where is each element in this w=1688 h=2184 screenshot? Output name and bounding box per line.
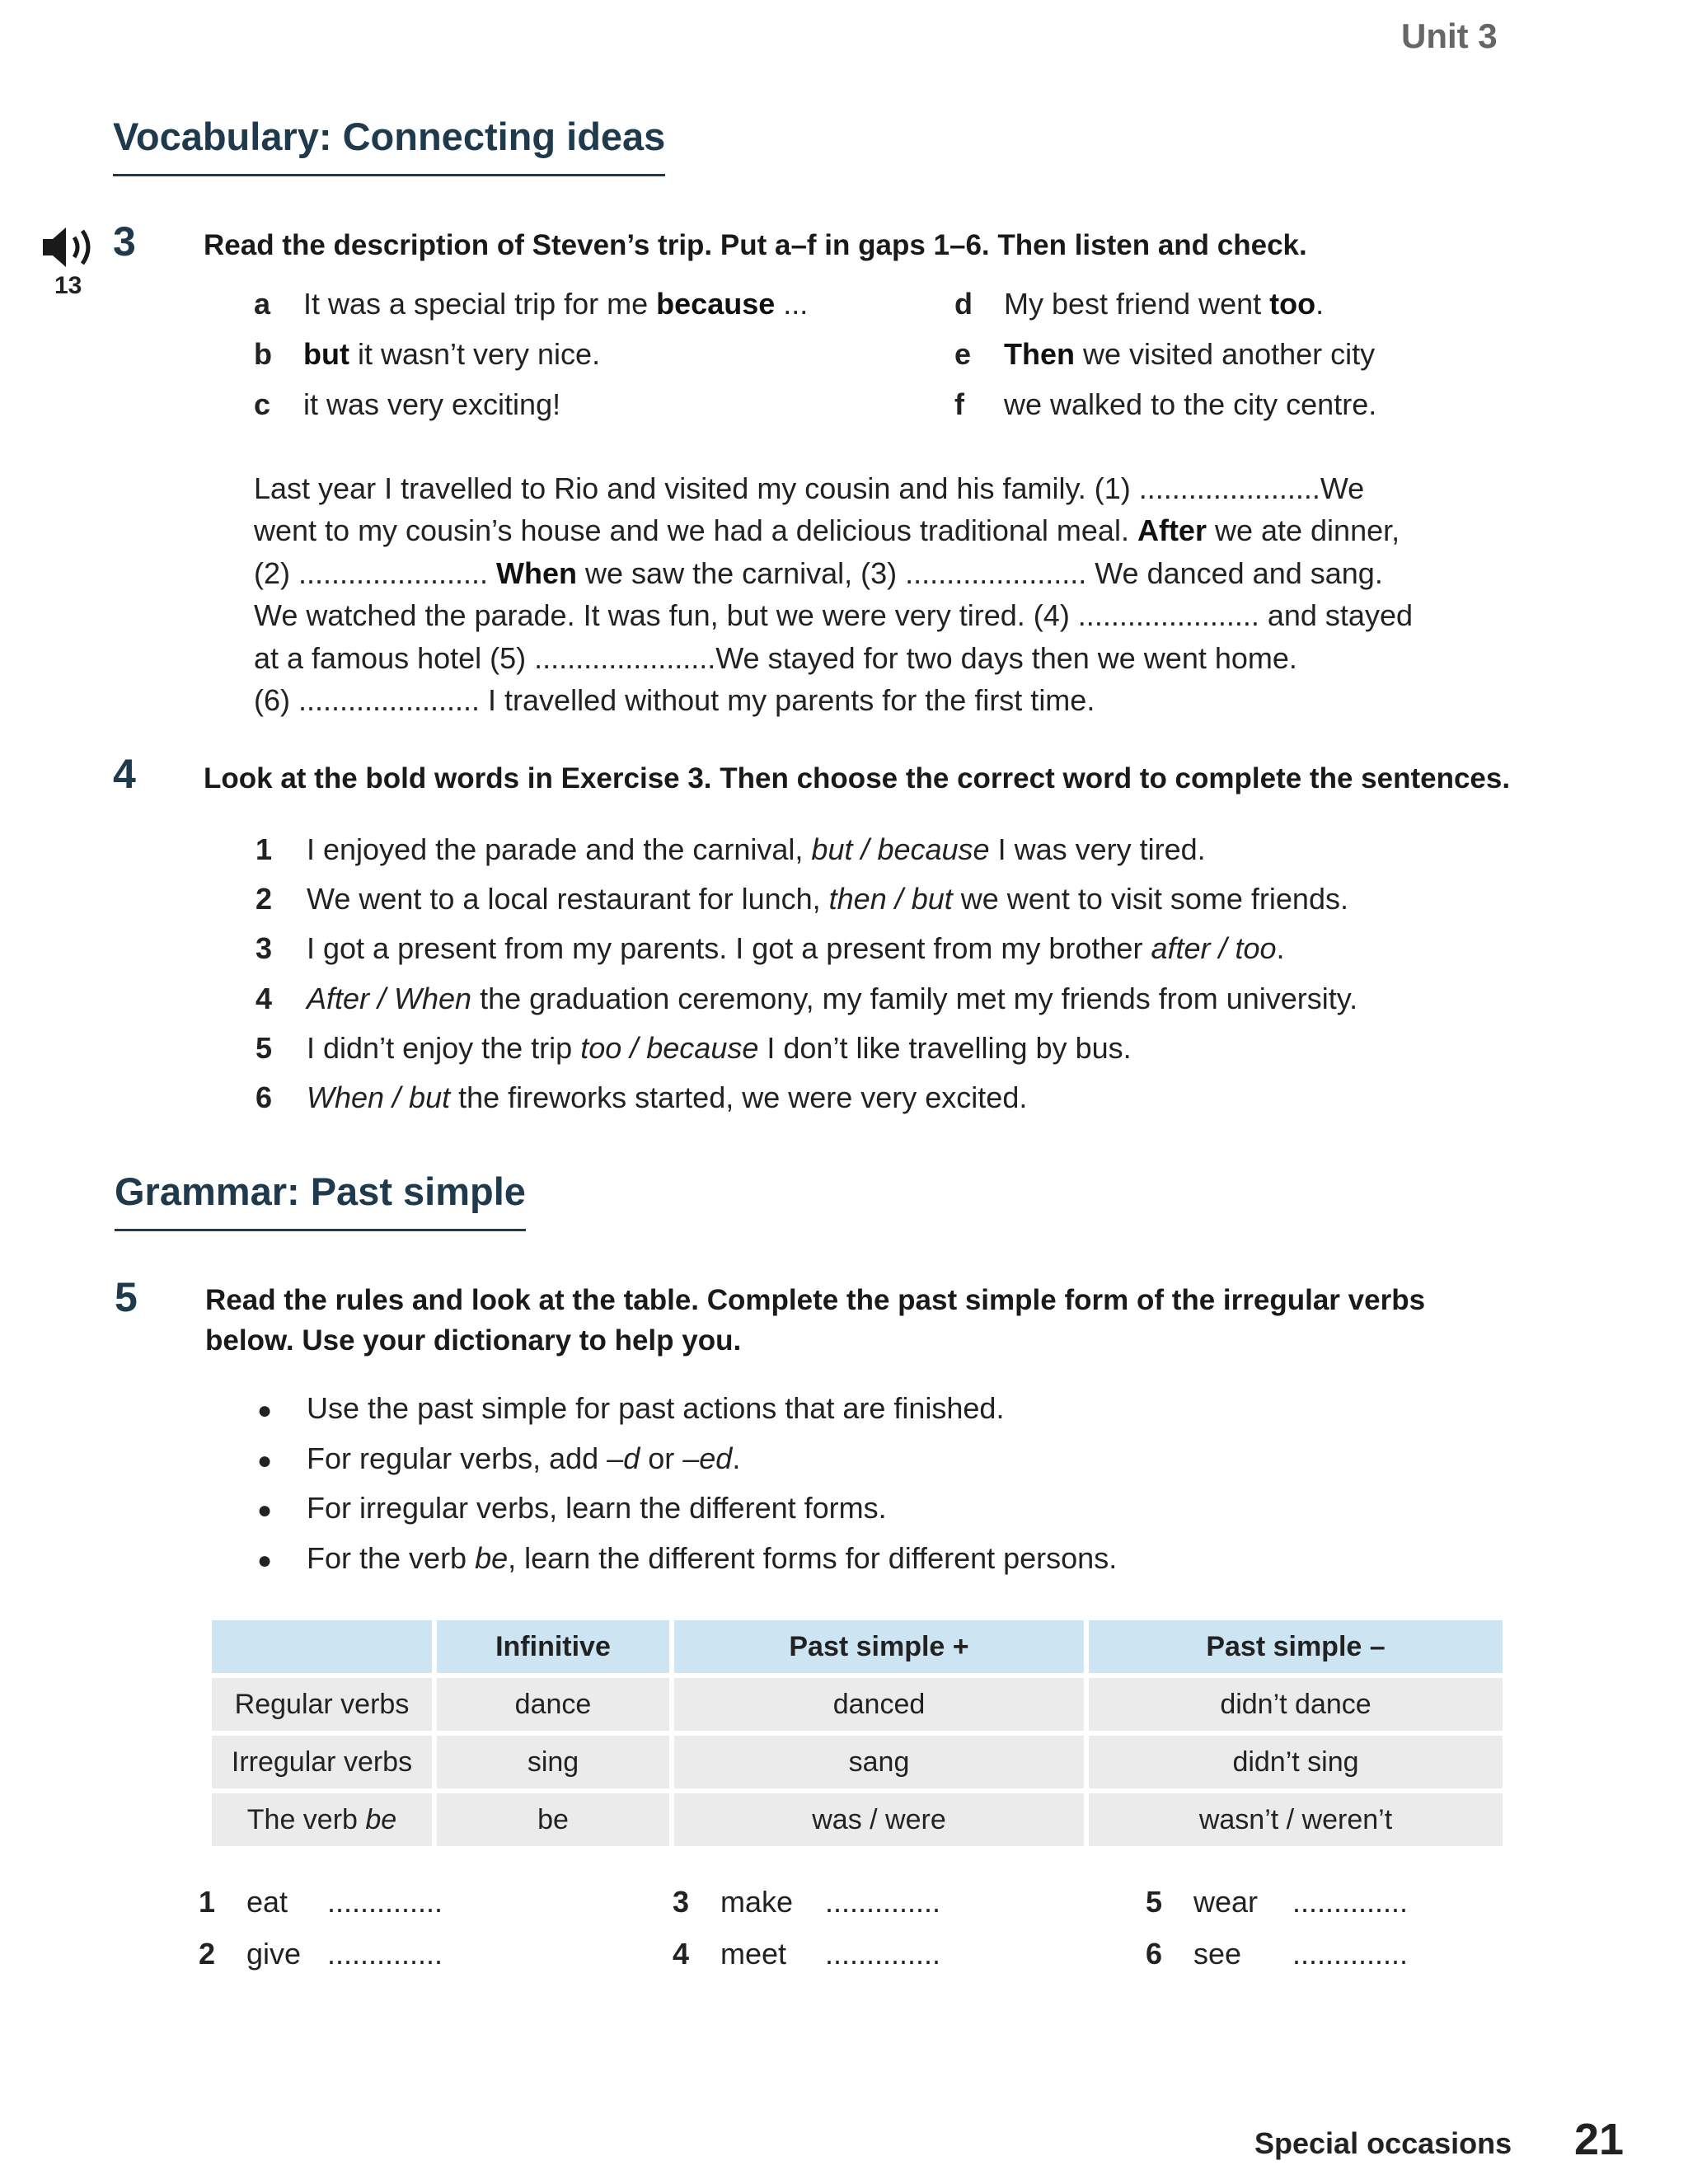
sentence-text: After / When the graduation ceremony, my family met my friends from university.	[307, 981, 1358, 1015]
rule-item	[257, 1541, 1117, 1591]
sentence-3	[256, 931, 1357, 981]
paragraph-line: Last year I travelled to Rio and visited my cousin and his family. (1) ......................We	[254, 471, 1365, 505]
table-row	[212, 1793, 1503, 1846]
rule-item	[257, 1391, 1117, 1441]
verb-item-6	[1146, 1937, 1408, 1971]
verb-blank[interactable]: ..............	[825, 1885, 941, 1919]
table-cell: was / were	[674, 1793, 1084, 1846]
sentence-5	[256, 1031, 1357, 1080]
bullet-icon: ●	[257, 1497, 273, 1524]
table-header-row	[212, 1620, 1503, 1673]
table-cell: The verb be	[212, 1793, 432, 1846]
audio-track-number: 13	[54, 272, 82, 299]
option-text: Then we visited another city	[1004, 337, 1376, 371]
option-text: it was very exciting!	[303, 387, 561, 421]
paragraph-line: We watched the parade. It was fun, but we were very tired. (4) ...................... and stayed	[254, 598, 1413, 633]
exercise-5-instruction	[205, 1280, 1425, 1361]
paragraph-line: went to my cousin’s house and we had a delicious traditional meal. After we ate dinner,	[254, 513, 1400, 548]
bullet-icon: ●	[257, 1546, 273, 1574]
table-cell: Irregular verbs	[212, 1736, 432, 1788]
verb-item-5	[1146, 1885, 1408, 1919]
options-left	[254, 287, 808, 438]
word-choice[interactable]: after / too	[1151, 931, 1277, 966]
word-choice[interactable]: then / but	[828, 882, 953, 916]
option-text: It was a special trip for me because ...	[303, 287, 809, 321]
sentence-number: 5	[256, 1030, 273, 1065]
verb-number: 2	[199, 1937, 216, 1971]
exercise-number-3: 3	[113, 218, 136, 265]
past-simple-table	[207, 1615, 1507, 1851]
table-cell: danced	[674, 1678, 1084, 1731]
rule-item	[257, 1441, 1117, 1492]
sentence-4	[256, 982, 1357, 1031]
rule-text: Use the past simple for past actions that are finished.	[307, 1391, 1005, 1425]
table-cell: didn’t dance	[1089, 1678, 1503, 1731]
section-title-vocabulary: Vocabulary: Connecting ideas	[113, 114, 665, 176]
option-text: we walked to the city centre.	[1004, 387, 1377, 421]
verb-item-4	[673, 1937, 940, 1971]
option-text: My best friend went too.	[1004, 287, 1325, 321]
verb-word: give	[246, 1937, 302, 1971]
unit-label: Unit 3	[1401, 16, 1498, 55]
option-a	[254, 287, 808, 337]
verb-blank[interactable]: ..............	[1292, 1937, 1409, 1971]
verb-word: see	[1193, 1937, 1242, 1971]
option-e	[954, 337, 1376, 387]
table-header: Past simple –	[1089, 1620, 1503, 1673]
paragraph-line: at a famous hotel (5) ......................We stayed for two days then we went home.	[254, 640, 1297, 675]
page-number: 21	[1574, 2115, 1625, 2164]
option-b	[254, 337, 808, 387]
word-choice[interactable]: When / but	[307, 1080, 451, 1114]
exercise-number-5: 5	[115, 1274, 138, 1320]
option-text: but it wasn’t very nice.	[303, 337, 601, 371]
word-choice[interactable]: After / When	[307, 981, 472, 1015]
instruction-line: Read the rules and look at the table. Complete the past simple form of the irregular verbs	[205, 1284, 1426, 1316]
verb-number: 5	[1146, 1885, 1163, 1919]
sentence-1	[256, 832, 1357, 882]
verb-number: 4	[673, 1937, 690, 1971]
verb-item-2	[199, 1937, 443, 1971]
bullet-icon: ●	[257, 1397, 273, 1424]
table-cell: wasn’t / weren’t	[1089, 1793, 1503, 1846]
option-letter: b	[254, 337, 272, 371]
verb-number: 6	[1146, 1937, 1163, 1971]
exercise-3-instruction: Read the description of Steven’s trip. Put a–f in gaps 1–6. Then listen and check.	[204, 229, 1307, 261]
sentence-2	[256, 882, 1357, 931]
verb-number: 3	[673, 1885, 690, 1919]
verb-word: make	[720, 1885, 794, 1919]
option-d	[954, 287, 1376, 337]
exercise-number-4: 4	[113, 751, 136, 797]
sentence-6	[256, 1080, 1357, 1130]
verb-word: wear	[1193, 1885, 1259, 1919]
sentence-text: I enjoyed the parade and the carnival, but / because I was very tired.	[307, 832, 1206, 866]
verb-blank[interactable]: ..............	[825, 1937, 941, 1971]
option-letter: d	[954, 287, 973, 321]
rule-item	[257, 1491, 1117, 1541]
verb-number: 1	[199, 1885, 216, 1919]
table-header: Infinitive	[437, 1620, 669, 1673]
table-row	[212, 1736, 1503, 1788]
sentence-number: 2	[256, 882, 273, 916]
word-choice[interactable]: but / because	[811, 832, 990, 866]
table-cell: sing	[437, 1736, 669, 1788]
table-cell: dance	[437, 1678, 669, 1731]
sentence-number: 4	[256, 981, 273, 1015]
sentence-text: We went to a local restaurant for lunch, then / but we went to visit some friends.	[307, 882, 1348, 916]
option-letter: e	[954, 337, 972, 371]
table-cell: be	[437, 1793, 669, 1846]
verb-blank[interactable]: ..............	[1292, 1885, 1409, 1919]
paragraph-line: (2) ....................... When we saw the carnival, (3) ...................... We danced and sang.	[254, 555, 1383, 590]
sentence-text: When / but the fireworks started, we were very excited.	[307, 1080, 1028, 1114]
footer-chapter-title: Special occasions	[1254, 2126, 1512, 2160]
section-title-grammar: Grammar: Past simple	[115, 1169, 526, 1231]
exercise-4-sentences	[256, 832, 1357, 1130]
table-header	[212, 1620, 432, 1673]
bullet-icon: ●	[257, 1446, 273, 1474]
rule-text: For irregular verbs, learn the different forms.	[307, 1491, 887, 1525]
table-row	[212, 1678, 1503, 1731]
verb-word: meet	[720, 1937, 787, 1971]
trip-description-paragraph	[254, 467, 1540, 721]
table-cell: sang	[674, 1736, 1084, 1788]
options-right	[954, 287, 1376, 438]
option-letter: c	[254, 387, 271, 421]
sentence-number: 3	[256, 931, 273, 966]
sentence-text: I got a present from my parents. I got a present from my brother after / too.	[307, 931, 1285, 966]
verb-item-3	[673, 1885, 940, 1919]
sentence-number: 1	[256, 832, 273, 866]
speaker-icon[interactable]	[40, 223, 106, 272]
option-letter: a	[254, 287, 271, 321]
exercise-4-instruction: Look at the bold words in Exercise 3. Then choose the correct word to complete the sentences.	[204, 762, 1511, 794]
rule-text: For regular verbs, add –d or –ed.	[307, 1441, 741, 1475]
word-choice[interactable]: too / because	[580, 1030, 759, 1065]
option-f	[954, 387, 1376, 438]
table-cell: didn’t sing	[1089, 1736, 1503, 1788]
verb-blank[interactable]: ..............	[327, 1885, 443, 1919]
rule-text: For the verb be, learn the different forms for different persons.	[307, 1540, 1118, 1575]
verb-blank[interactable]: ..............	[327, 1937, 443, 1971]
verb-item-1	[199, 1885, 443, 1919]
paragraph-line: (6) ...................... I travelled without my parents for the first time.	[254, 682, 1095, 717]
sentence-text: I didn’t enjoy the trip too / because I don’t like travelling by bus.	[307, 1030, 1132, 1065]
table-cell: Regular verbs	[212, 1678, 432, 1731]
instruction-line: below. Use your dictionary to help you.	[205, 1324, 742, 1357]
option-c	[254, 387, 808, 438]
verb-word: eat	[246, 1885, 288, 1919]
rules-list	[257, 1391, 1117, 1591]
table-header: Past simple +	[674, 1620, 1084, 1673]
option-letter: f	[954, 387, 964, 421]
sentence-number: 6	[256, 1080, 273, 1114]
